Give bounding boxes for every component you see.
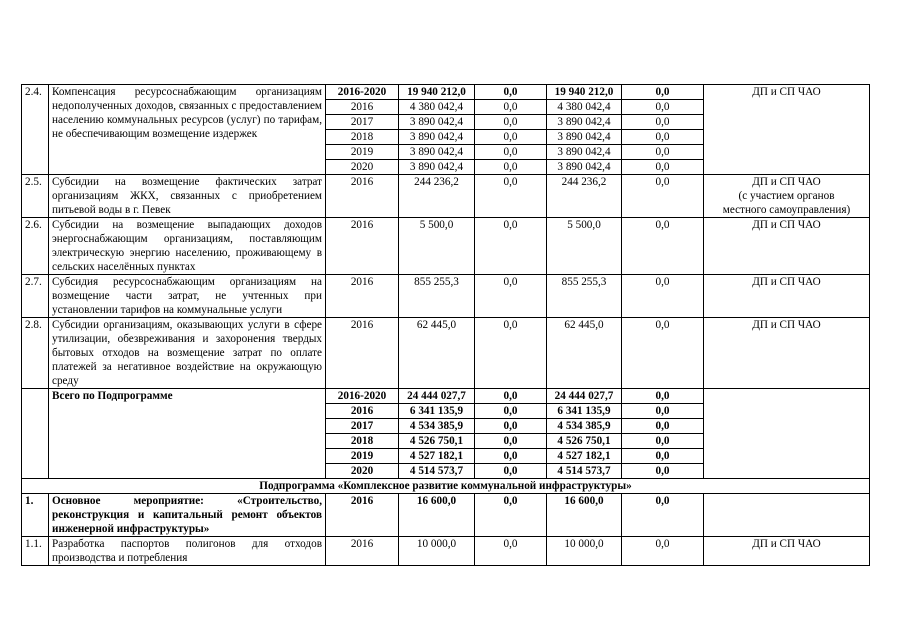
- local-cell: 0,0: [622, 464, 704, 479]
- total-cell: 10 000,0: [399, 537, 475, 566]
- local-cell: 0,0: [622, 494, 704, 537]
- local-cell: 0,0: [622, 115, 704, 130]
- local-cell: 0,0: [622, 100, 704, 115]
- total-cell: 16 600,0: [399, 494, 475, 537]
- okrug-cell: 5 500,0: [547, 218, 622, 275]
- okrug-cell: 855 255,3: [547, 275, 622, 318]
- year-cell: 2016-2020: [326, 85, 399, 100]
- total-cell: 4 534 385,9: [399, 419, 475, 434]
- federal-cell: 0,0: [475, 318, 547, 389]
- year-cell: 2016: [326, 175, 399, 218]
- federal-cell: 0,0: [475, 449, 547, 464]
- federal-cell: 0,0: [475, 434, 547, 449]
- row-number: 2.5.: [22, 175, 49, 218]
- year-cell: 2020: [326, 160, 399, 175]
- row-number: 2.6.: [22, 218, 49, 275]
- okrug-cell: 24 444 027,7: [547, 389, 622, 404]
- federal-cell: 0,0: [475, 160, 547, 175]
- empty-cell: [22, 389, 49, 479]
- table-row: [22, 218, 870, 275]
- local-cell: 0,0: [622, 449, 704, 464]
- year-cell: 2017: [326, 115, 399, 130]
- okrug-cell: 3 890 042,4: [547, 115, 622, 130]
- year-cell: 2016: [326, 100, 399, 115]
- total-cell: 24 444 027,7: [399, 389, 475, 404]
- row-number: 2.7.: [22, 275, 49, 318]
- local-cell: 0,0: [622, 318, 704, 389]
- year-cell: 2018: [326, 130, 399, 145]
- row-description: Субсидии на возмещение выпадающих доходов энергоснабжающим организациям, поставляющим электрическую энергию населению, проживающему в сельских населённых пунктах: [49, 218, 326, 275]
- year-cell: 2016: [326, 537, 399, 566]
- year-cell: 2020: [326, 464, 399, 479]
- row-description: Разработка паспортов полигонов для отходов производства и потребления: [49, 537, 326, 566]
- table-row: [22, 85, 870, 100]
- local-cell: 0,0: [622, 160, 704, 175]
- section-title: Подпрограмма «Комплексное развитие коммунальной инфраструктуры»: [22, 479, 870, 494]
- total-cell: 4 527 182,1: [399, 449, 475, 464]
- federal-cell: 0,0: [475, 494, 547, 537]
- year-cell: 2016: [326, 275, 399, 318]
- federal-cell: 0,0: [475, 537, 547, 566]
- total-cell: 62 445,0: [399, 318, 475, 389]
- federal-cell: 0,0: [475, 389, 547, 404]
- total-cell: 4 514 573,7: [399, 464, 475, 479]
- federal-cell: 0,0: [475, 419, 547, 434]
- local-cell: 0,0: [622, 85, 704, 100]
- row-description: Компенсация ресурсоснабжающим организациям недополученных доходов, связанных с предоставлением населению коммунальных ресурсов (услуг) по тарифам, не обеспечивающим возмещение издержек: [49, 85, 326, 175]
- row-number: 2.8.: [22, 318, 49, 389]
- row-description: Основное мероприятие: «Строительство, реконструкция и капитальный ремонт объектов инженерной инфраструктуры»: [49, 494, 326, 537]
- executor-cell: ДП и СП ЧАО: [704, 537, 870, 566]
- okrug-cell: 4 527 182,1: [547, 449, 622, 464]
- okrug-cell: 3 890 042,4: [547, 130, 622, 145]
- total-cell: 3 890 042,4: [399, 160, 475, 175]
- total-cell: 4 526 750,1: [399, 434, 475, 449]
- year-cell: 2016-2020: [326, 389, 399, 404]
- okrug-cell: 16 600,0: [547, 494, 622, 537]
- executor-cell: ДП и СП ЧАО: [704, 85, 870, 175]
- row-description: Субсидия ресурсоснабжающим организациям на возмещение части затрат, не учтенных при установлении тарифов на коммунальные услуги: [49, 275, 326, 318]
- row-description: Субсидии организациям, оказывающих услуги в сфере утилизации, обезвреживания и захоронения твердых бытовых отходов на возмещение затрат по оплате платежей за негативное воздействие на окружающую среду: [49, 318, 326, 389]
- total-cell: 4 380 042,4: [399, 100, 475, 115]
- federal-cell: 0,0: [475, 130, 547, 145]
- local-cell: 0,0: [622, 389, 704, 404]
- executor-cell: ДП и СП ЧАО: [704, 318, 870, 389]
- year-cell: 2016: [326, 494, 399, 537]
- okrug-cell: 4 534 385,9: [547, 419, 622, 434]
- empty-cell: [704, 389, 870, 479]
- empty-cell: [704, 494, 870, 537]
- executor-cell: ДП и СП ЧАО: [704, 218, 870, 275]
- local-cell: 0,0: [622, 537, 704, 566]
- executor-cell: ДП и СП ЧАО: [704, 275, 870, 318]
- total-cell: 19 940 212,0: [399, 85, 475, 100]
- table-row: [22, 175, 870, 218]
- local-cell: 0,0: [622, 404, 704, 419]
- local-cell: 0,0: [622, 218, 704, 275]
- year-cell: 2018: [326, 434, 399, 449]
- executor-cell: [704, 175, 870, 218]
- okrug-cell: 62 445,0: [547, 318, 622, 389]
- row-number: 2.4.: [22, 85, 49, 175]
- total-cell: 6 341 135,9: [399, 404, 475, 419]
- total-cell: 244 236,2: [399, 175, 475, 218]
- federal-cell: 0,0: [475, 464, 547, 479]
- year-cell: 2016: [326, 404, 399, 419]
- federal-cell: 0,0: [475, 275, 547, 318]
- total-cell: 3 890 042,4: [399, 115, 475, 130]
- year-cell: 2019: [326, 449, 399, 464]
- total-cell: 855 255,3: [399, 275, 475, 318]
- executor-line: местного самоуправления): [722, 204, 851, 216]
- table-row: [22, 318, 870, 389]
- federal-cell: 0,0: [475, 85, 547, 100]
- okrug-cell: 244 236,2: [547, 175, 622, 218]
- year-cell: 2016: [326, 218, 399, 275]
- year-cell: 2017: [326, 419, 399, 434]
- row-number: 1.1.: [22, 537, 49, 566]
- local-cell: 0,0: [622, 434, 704, 449]
- total-row: [22, 389, 870, 404]
- okrug-cell: 4 526 750,1: [547, 434, 622, 449]
- year-cell: 2016: [326, 318, 399, 389]
- okrug-cell: 10 000,0: [547, 537, 622, 566]
- federal-cell: 0,0: [475, 115, 547, 130]
- okrug-cell: 4 514 573,7: [547, 464, 622, 479]
- local-cell: 0,0: [622, 130, 704, 145]
- table-row: [22, 275, 870, 318]
- local-cell: 0,0: [622, 175, 704, 218]
- total-cell: 5 500,0: [399, 218, 475, 275]
- federal-cell: 0,0: [475, 218, 547, 275]
- executor-line: ДП и СП ЧАО: [752, 176, 821, 188]
- federal-cell: 0,0: [475, 404, 547, 419]
- executor-line: (с участием органов: [738, 190, 835, 202]
- total-label: Всего по Подпрограмме: [49, 389, 326, 479]
- total-cell: 3 890 042,4: [399, 145, 475, 160]
- local-cell: 0,0: [622, 145, 704, 160]
- year-cell: 2019: [326, 145, 399, 160]
- okrug-cell: 19 940 212,0: [547, 85, 622, 100]
- okrug-cell: 3 890 042,4: [547, 145, 622, 160]
- federal-cell: 0,0: [475, 145, 547, 160]
- local-cell: 0,0: [622, 419, 704, 434]
- total-cell: 3 890 042,4: [399, 130, 475, 145]
- okrug-cell: 4 380 042,4: [547, 100, 622, 115]
- row-number: 1.: [22, 494, 49, 537]
- federal-cell: 0,0: [475, 100, 547, 115]
- local-cell: 0,0: [622, 275, 704, 318]
- table-row: [22, 537, 870, 566]
- table-row: [22, 494, 870, 537]
- section-row: [22, 479, 870, 494]
- budget-table: [21, 84, 870, 566]
- row-description: Субсидии на возмещение фактических затрат организациям ЖКХ, связанных с приобретением питьевой воды в г. Певек: [49, 175, 326, 218]
- okrug-cell: 3 890 042,4: [547, 160, 622, 175]
- okrug-cell: 6 341 135,9: [547, 404, 622, 419]
- federal-cell: 0,0: [475, 175, 547, 218]
